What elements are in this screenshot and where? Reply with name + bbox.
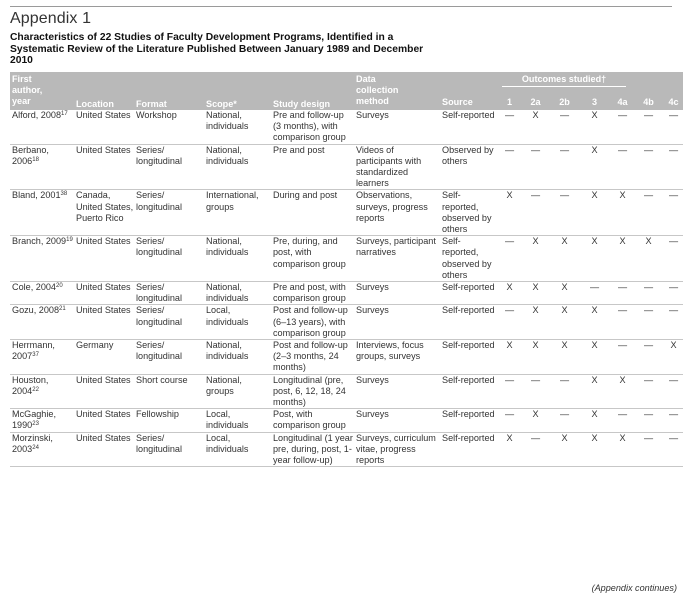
- cell-outcome-mark: X: [580, 409, 609, 432]
- reference-superscript: 18: [32, 156, 39, 163]
- document-page: [10, 6, 679, 467]
- cell-data-collection-method: Observations, surveys, progress reports: [354, 190, 440, 236]
- cell-outcome-mark: —: [636, 374, 661, 409]
- cell-format: Short course: [134, 374, 204, 409]
- cell-outcome-mark: X: [549, 305, 580, 340]
- cell-source: Self-reported: [440, 110, 497, 144]
- cell-study-design: Post and follow-up (2–3 months, 24 months): [271, 339, 354, 374]
- header-first-author: First author, year: [10, 72, 74, 110]
- cell-scope: National, groups: [204, 374, 271, 409]
- reference-superscript: 17: [61, 110, 68, 117]
- cell-study-design: Longitudinal (1 year pre, during, post, 1-year follow-up): [273, 432, 353, 465]
- cell-data-collection-method: Surveys: [354, 409, 440, 432]
- cell-outcome-mark: —: [497, 374, 522, 409]
- cell-study-design: Pre, during, and post, with comparison group: [271, 236, 354, 282]
- cell-outcome-mark: X: [609, 190, 636, 236]
- cell-format: Series/ longitudinal: [134, 281, 204, 304]
- cell-data-collection-method: Surveys: [354, 374, 440, 409]
- cell-data-collection-method: Surveys, participant narratives: [354, 236, 440, 282]
- cell-format: Series/ longitudinal: [134, 190, 204, 236]
- cell-outcome-mark: —: [661, 144, 683, 190]
- cell-scope: Local, individuals: [204, 305, 271, 340]
- cell-format: Series/ longitudinal: [134, 236, 204, 282]
- table-caption: Characteristics of 22 Studies of Faculty Development Programs, Identified in a Systematic Review of the Literature Published Between January 1989 and December 2010: [10, 32, 424, 66]
- cell-outcome-mark: —: [497, 236, 522, 282]
- cell-outcome-mark: —: [609, 305, 636, 340]
- cell-outcome-mark: X: [580, 190, 609, 236]
- cell-source: Self-reported: [440, 432, 497, 467]
- header-data-collection: Data collection method: [354, 72, 440, 110]
- cell-study-design: During and post: [271, 190, 354, 236]
- header-study-design: Study design: [271, 72, 354, 110]
- cell-outcome-mark: —: [549, 190, 580, 236]
- table-body: [10, 110, 683, 467]
- header-format: Format: [134, 72, 204, 110]
- cell-outcome-mark: X: [522, 236, 549, 282]
- cell-outcome-mark: X: [636, 236, 661, 282]
- cell-outcome-mark: X: [549, 236, 580, 282]
- cell-outcome-mark: —: [609, 409, 636, 432]
- cell-outcome-mark: X: [497, 281, 522, 304]
- cell-outcome-mark: X: [497, 190, 522, 236]
- cell-author-year: Alford, 2008$^{17}$: [10, 110, 74, 144]
- cell-location: United States: [74, 144, 134, 190]
- cell-outcome-mark: X: [549, 339, 580, 374]
- cell-outcome-mark: X: [497, 339, 522, 374]
- table-row: [10, 110, 683, 144]
- table-row: [10, 374, 683, 409]
- cell-outcome-mark: —: [661, 281, 683, 304]
- cell-outcome-mark: —: [636, 110, 661, 144]
- cell-outcome-mark: —: [636, 190, 661, 236]
- cell-outcome-mark: —: [522, 432, 549, 467]
- cell-source: Self-reported, observed by others: [440, 236, 497, 282]
- cell-outcome-mark: X: [522, 281, 549, 304]
- cell-source: Self-reported: [440, 409, 497, 432]
- cell-outcome-mark: X: [522, 409, 549, 432]
- cell-outcome-mark: X: [580, 236, 609, 282]
- header-outcome-4a: 4a: [609, 87, 636, 110]
- table-row: [10, 432, 683, 467]
- cell-outcome-mark: X: [549, 432, 580, 467]
- cell-outcome-mark: —: [522, 374, 549, 409]
- reference-superscript: 37: [32, 352, 39, 359]
- studies-table: [10, 72, 683, 468]
- cell-outcome-mark: X: [497, 432, 522, 467]
- header-outcome-4b: 4b: [636, 87, 661, 110]
- reference-superscript: 24: [32, 444, 39, 451]
- reference-superscript: 19: [66, 237, 73, 244]
- cell-outcome-mark: —: [661, 409, 683, 432]
- cell-author-year: McGaghie, 1990$^{23}$: [10, 409, 74, 432]
- cell-location: United States: [74, 281, 134, 304]
- cell-scope: International, groups: [204, 190, 271, 236]
- cell-outcome-mark: X: [609, 432, 636, 467]
- cell-format: Series/ longitudinal: [134, 305, 204, 340]
- cell-outcome-mark: —: [497, 110, 522, 144]
- cell-scope: Local, individuals: [204, 432, 271, 467]
- cell-data-collection-method: Surveys, curriculum vitae, progress reports: [354, 432, 440, 467]
- cell-outcome-mark: —: [661, 305, 683, 340]
- reference-superscript: 22: [32, 386, 39, 393]
- cell-author-year: Cole, 2004$^{20}$: [10, 281, 74, 304]
- cell-author-year: Herrmann, 2007$^{37}$: [10, 339, 74, 374]
- cell-data-collection-method: Surveys: [354, 305, 440, 340]
- header-outcomes-group: Outcomes studied†: [440, 72, 683, 87]
- cell-format: Fellowship: [134, 409, 204, 432]
- cell-outcome-mark: X: [580, 144, 609, 190]
- header-source: Source: [440, 87, 497, 110]
- cell-outcome-mark: X: [609, 236, 636, 282]
- cell-outcome-mark: —: [609, 281, 636, 304]
- cell-source: Self-reported: [440, 305, 497, 340]
- cell-outcome-mark: —: [497, 409, 522, 432]
- cell-scope: Local, individuals: [204, 409, 271, 432]
- cell-outcome-mark: —: [661, 374, 683, 409]
- cell-location: United States: [74, 374, 134, 409]
- cell-location: United States: [74, 432, 134, 467]
- cell-outcome-mark: —: [522, 144, 549, 190]
- reference-superscript: 20: [56, 282, 63, 289]
- header-outcome-1: 1: [497, 87, 522, 110]
- cell-outcome-mark: —: [636, 281, 661, 304]
- cell-outcome-mark: X: [522, 305, 549, 340]
- cell-location: United States: [74, 110, 134, 144]
- cell-source: Self-reported: [440, 281, 497, 304]
- cell-outcome-mark: X: [580, 339, 609, 374]
- cell-author-year: Berbano, 2006$^{18}$: [10, 144, 74, 190]
- header-outcome-4c: 4c: [661, 87, 683, 110]
- cell-outcome-mark: —: [549, 144, 580, 190]
- header-scope: Scope*: [204, 72, 271, 110]
- cell-outcome-mark: —: [549, 374, 580, 409]
- cell-data-collection-method: Surveys: [354, 110, 440, 144]
- cell-scope: National, individuals: [204, 144, 271, 190]
- cell-study-design: Post and follow-up (6–13 years), with comparison group: [271, 305, 354, 340]
- cell-source: Self-reported, observed by others: [440, 190, 497, 236]
- cell-outcome-mark: X: [522, 339, 549, 374]
- cell-outcome-mark: —: [636, 305, 661, 340]
- cell-author-year: Houston, 2004$^{22}$: [10, 374, 74, 409]
- cell-scope: National, individuals: [204, 339, 271, 374]
- cell-outcome-mark: —: [636, 144, 661, 190]
- cell-scope: National, individuals: [204, 236, 271, 282]
- cell-scope: National, individuals: [204, 281, 271, 304]
- cell-location: United States: [74, 305, 134, 340]
- cell-outcome-mark: X: [609, 374, 636, 409]
- table-row: [10, 144, 683, 190]
- cell-outcome-mark: —: [661, 432, 683, 467]
- header-outcome-3: 3: [580, 87, 609, 110]
- cell-study-design: Pre and post, with comparison group: [271, 281, 354, 304]
- cell-location: United States: [74, 409, 134, 432]
- cell-format: Series/ longitudinal: [134, 432, 204, 467]
- table-row: [10, 339, 683, 374]
- cell-data-collection-method: Surveys: [354, 281, 440, 304]
- cell-outcome-mark: —: [609, 144, 636, 190]
- cell-data-collection-method: Interviews, focus groups, surveys: [354, 339, 440, 374]
- cell-format: Workshop: [134, 110, 204, 144]
- table-row: [10, 190, 683, 236]
- cell-scope: National, individuals: [204, 110, 271, 144]
- appendix-title: Appendix 1: [10, 10, 92, 27]
- reference-superscript: 21: [59, 306, 66, 313]
- cell-outcome-mark: —: [661, 190, 683, 236]
- cell-outcome-mark: —: [549, 110, 580, 144]
- table-row: [10, 236, 683, 282]
- cell-format: Series/ longitudinal: [134, 144, 204, 190]
- cell-outcome-mark: —: [636, 432, 661, 467]
- cell-outcome-mark: —: [661, 236, 683, 282]
- cell-outcome-mark: X: [580, 432, 609, 467]
- cell-outcome-mark: —: [497, 144, 522, 190]
- cell-location: United States: [74, 236, 134, 282]
- cell-source: Self-reported: [440, 374, 497, 409]
- table-row: [10, 409, 683, 432]
- cell-author-year: Bland, 2001$^{38}$: [10, 190, 74, 236]
- appendix-continues-note: (Appendix continues): [591, 583, 677, 593]
- reference-superscript: 23: [32, 421, 39, 428]
- cell-outcome-mark: X: [661, 339, 683, 374]
- cell-outcome-mark: —: [636, 409, 661, 432]
- cell-study-design: Longitudinal (pre, post, 6, 12, 18, 24 months): [271, 374, 354, 409]
- cell-outcome-mark: X: [580, 110, 609, 144]
- cell-source: Observed by others: [440, 144, 497, 190]
- table-row: [10, 305, 683, 340]
- cell-outcome-mark: X: [549, 281, 580, 304]
- header-outcome-2a: 2a: [522, 87, 549, 110]
- table-row: [10, 281, 683, 304]
- cell-study-design: Pre and post: [271, 144, 354, 190]
- cell-outcome-mark: —: [522, 190, 549, 236]
- cell-study-design: Pre and follow-up (3 months), with comparison group: [271, 110, 354, 144]
- cell-location: Germany: [74, 339, 134, 374]
- cell-source: Self-reported: [440, 339, 497, 374]
- header-outcome-2b: 2b: [549, 87, 580, 110]
- cell-author-year: Morzinski, 2003$^{24}$: [10, 432, 74, 467]
- cell-outcome-mark: X: [580, 374, 609, 409]
- cell-author-year: Gozu, 2008$^{21}$: [10, 305, 74, 340]
- cell-outcome-mark: X: [522, 110, 549, 144]
- top-rule: [10, 6, 672, 7]
- cell-outcome-mark: X: [580, 305, 609, 340]
- cell-outcome-mark: —: [609, 110, 636, 144]
- cell-outcome-mark: —: [580, 281, 609, 304]
- cell-location: Canada, United States, Puerto Rico: [74, 190, 134, 236]
- cell-outcome-mark: —: [636, 339, 661, 374]
- cell-outcome-mark: —: [661, 110, 683, 144]
- cell-format: Series/ longitudinal: [134, 339, 204, 374]
- header-location: Location: [74, 72, 134, 110]
- cell-study-design: Post, with comparison group: [271, 409, 354, 432]
- cell-outcome-mark: —: [609, 339, 636, 374]
- cell-data-collection-method: Videos of participants with standardized learners: [354, 144, 440, 190]
- reference-superscript: 38: [60, 191, 68, 198]
- cell-outcome-mark: —: [549, 409, 580, 432]
- cell-author-year: Branch, 2009$^{19}$: [10, 236, 74, 282]
- cell-outcome-mark: —: [497, 305, 522, 340]
